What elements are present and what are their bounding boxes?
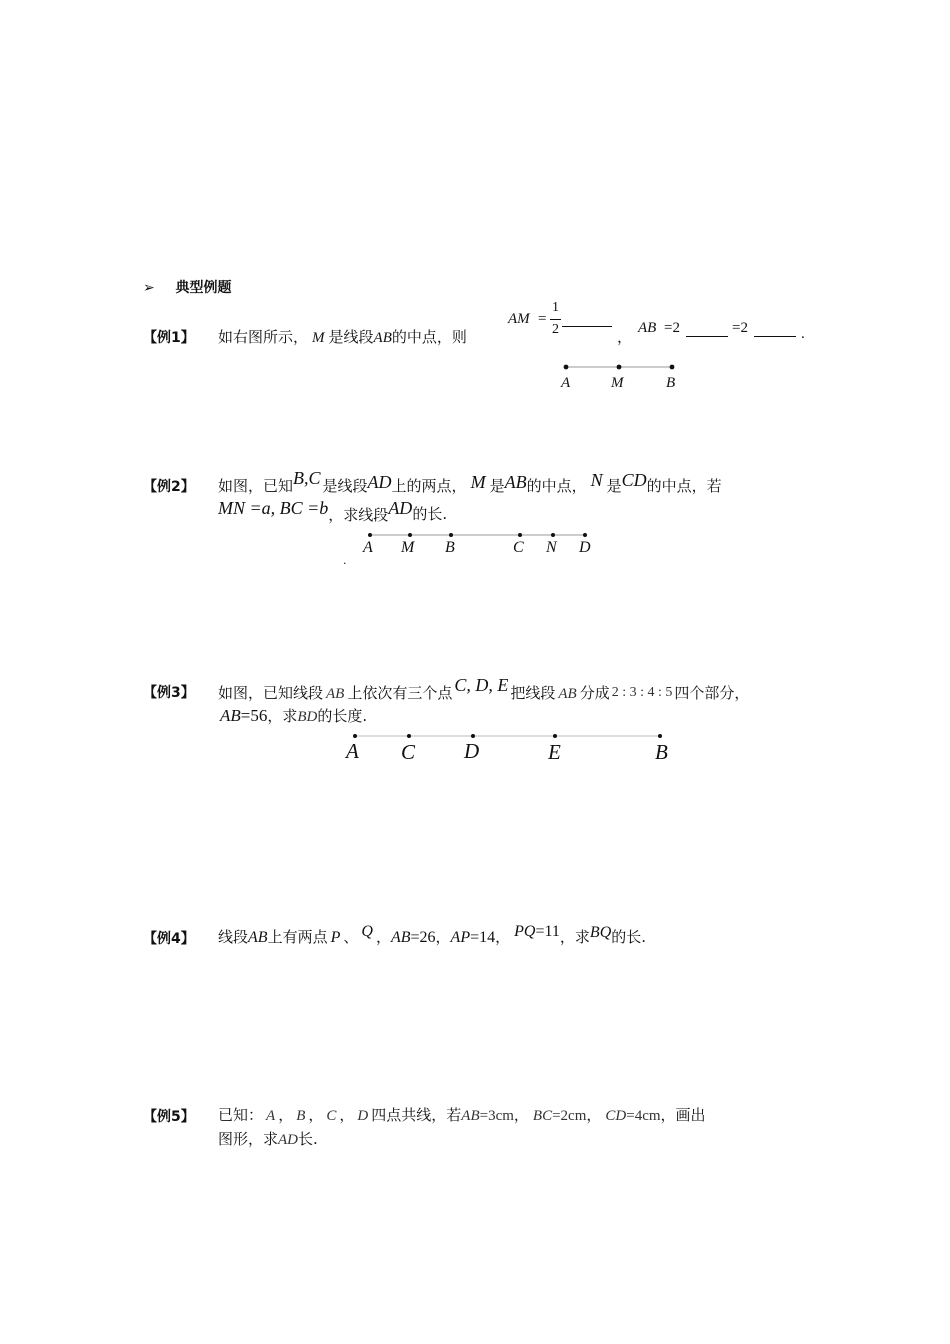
point-label: M (401, 539, 415, 556)
example-3-label: 【例3】 (143, 685, 195, 701)
point-label: M (611, 375, 624, 391)
example-1-text: 如右图所示， M 是线段AB的中点，则 (218, 328, 467, 346)
section-title: 典型例题 (175, 280, 232, 296)
example-1-eq3: =2 (732, 320, 748, 336)
example-1-frac-bar (550, 319, 561, 320)
point-dot (553, 734, 557, 738)
point-dot (564, 365, 569, 370)
example-1-ab: AB (638, 320, 657, 336)
point-dot (353, 734, 357, 738)
point-label: A (363, 539, 373, 556)
example-1-comma: ， (617, 328, 633, 346)
stray-dot: . (343, 554, 347, 567)
point-dot (583, 533, 587, 537)
point-label: B (445, 539, 455, 556)
example-3-line-1: 如图，已知线段 AB 上依次有三个点 C, D, E 把线段 AB 分成 2 : 3 : 4 : 5 四个部分， (218, 675, 750, 702)
example-4-label: 【例4】 (143, 931, 195, 947)
section-header (143, 277, 232, 297)
example-1-segment-figure (540, 355, 700, 395)
example-5-line-1: 已知： A ， B ， C ， D 四点共线，若AB=3cm， BC=2cm， CD=4cm，画出 (218, 1106, 706, 1124)
point-label: B (655, 740, 668, 764)
point-label: E (548, 740, 561, 764)
point-dot (368, 533, 372, 537)
example-2-label: 【例2】 (143, 479, 195, 495)
point-dot (407, 734, 411, 738)
example-1-eq: = (538, 311, 547, 327)
example-2-line-2: MN =a, BC =b，求线段AD的长. (218, 498, 448, 524)
point-dot (551, 533, 555, 537)
point-label: A (346, 739, 359, 763)
point-dot (471, 734, 475, 738)
point-dot (518, 533, 522, 537)
point-label: A (561, 375, 571, 391)
point-label: B (666, 375, 676, 391)
example-1-blank-3 (754, 335, 796, 337)
point-dot (658, 734, 662, 738)
example-1-period: . (801, 326, 805, 342)
example-1-frac-num: 1 (552, 300, 559, 315)
example-4-text: 线段AB上有两点 P 、 Q ，AB=26，AP=14， PQ=11，求BQ的长. (218, 923, 647, 946)
point-label: C (401, 740, 416, 764)
point-dot (408, 533, 412, 537)
example-1-eq2: =2 (664, 320, 680, 336)
example-5-line-2: 图形，求AD长. (218, 1130, 318, 1148)
example-5-label: 【例5】 (143, 1109, 195, 1125)
example-3-segment-figure (335, 725, 685, 770)
point-label: N (546, 539, 557, 556)
point-dot (617, 365, 622, 370)
example-2-line-1: 如图，已知B,C 是线段AD上的两点， M 是AB的中点， N 是CD的中点，若 (218, 468, 722, 495)
example-1-label: 【例1】 (143, 330, 195, 346)
example-1-frac-den: 2 (552, 322, 559, 337)
example-2-segment-figure (355, 525, 605, 570)
point-dot (670, 365, 675, 370)
example-3-line-2: AB=56，求BD的长度. (220, 706, 368, 725)
point-label: D (579, 539, 591, 556)
point-dot (449, 533, 453, 537)
example-1-blank-1 (562, 325, 612, 327)
example-1-blank-2 (686, 335, 728, 337)
point-label: C (513, 539, 524, 556)
arrow-bullet-icon: ➢ (143, 280, 155, 296)
example-1-am: AM (508, 311, 530, 327)
point-label: D (464, 739, 480, 763)
